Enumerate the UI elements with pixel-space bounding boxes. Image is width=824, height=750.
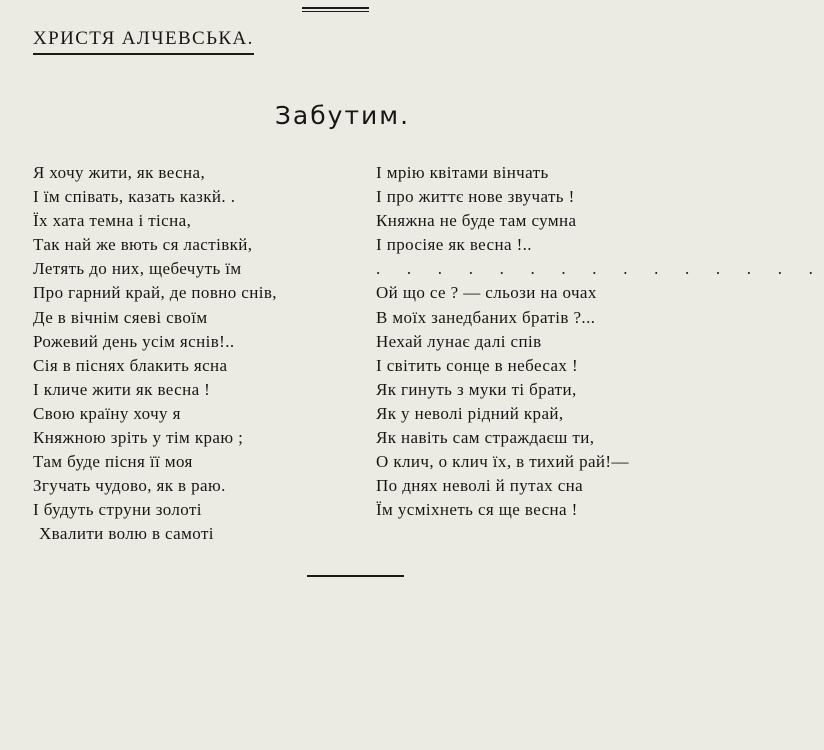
verse-line: І будуть струни золоті xyxy=(33,500,202,520)
verse-line: Де в вічнім сяеві своїм xyxy=(33,307,208,327)
verse-line: Я хочу жити, як весна, xyxy=(33,163,206,182)
verse-line: І просіяе як весна !.. xyxy=(376,235,532,255)
dotted-separator: . . . . . . . . . . . . . . . xyxy=(376,259,824,279)
verse-line: Згучать чудово, як в раю. xyxy=(33,476,226,496)
poem-left-column xyxy=(33,161,353,547)
poem-title: Забутим. xyxy=(274,101,411,130)
verse-line: Ой що се ? — сльози на очах xyxy=(376,283,597,303)
verse-line: Там буде пісня її моя xyxy=(33,452,193,472)
verse-line: Княжна не буде там сумна xyxy=(376,211,577,231)
poem-right-column xyxy=(376,161,824,522)
verse-line: Як гинуть з муки ті брати, xyxy=(376,379,577,399)
verse-line: І світить сонце в небесах ! xyxy=(376,355,579,375)
verse-line: По днях неволі й путах сна xyxy=(376,476,584,496)
verse-line: Свою країну хочу я xyxy=(33,403,181,423)
verse-line: І мрію квітами вінчать xyxy=(376,163,549,182)
verse-line: І кличе жити як весна ! xyxy=(33,379,211,399)
verse-line: Княжною зріть у тім краю ; xyxy=(33,428,244,448)
top-ornament-rule xyxy=(302,11,369,12)
verse-line: Як навіть сам страждаєш ти, xyxy=(376,428,595,448)
verse-line: Їх хата темна і тісна, xyxy=(33,211,192,231)
verse-line: Їм усміхнеть ся ще весна ! xyxy=(376,500,578,520)
top-ornament-rule xyxy=(302,7,369,9)
verse-line: Як у неволі рідний край, xyxy=(376,403,564,423)
verse-line: Про гарний край, де повно снів, xyxy=(33,283,277,303)
verse-line: Хвалити волю в самоті xyxy=(39,524,214,544)
verse-line: І про життє нове звучать ! xyxy=(376,187,575,207)
verse-line: Летять до них, щебечуть їм xyxy=(33,259,242,279)
author-name: ХРИСТЯ АЛЧЕВСЬКА. xyxy=(33,28,254,55)
verse-line: Так най же вють ся ластівкй, xyxy=(33,235,253,255)
bottom-ornament-rule xyxy=(307,575,404,577)
verse-line: І їм співать, казать казкй. . xyxy=(33,187,236,207)
verse-line: Рожевий день усім яснів!.. xyxy=(33,331,235,351)
verse-line: Нехай лунає далі спів xyxy=(376,331,542,351)
verse-line: О клич, о клич їх, в тихий рай!— xyxy=(376,452,629,472)
verse-line: В моїх занедбаних братів ?... xyxy=(376,307,596,327)
verse-line: Сія в піснях блакить ясна xyxy=(33,355,228,375)
